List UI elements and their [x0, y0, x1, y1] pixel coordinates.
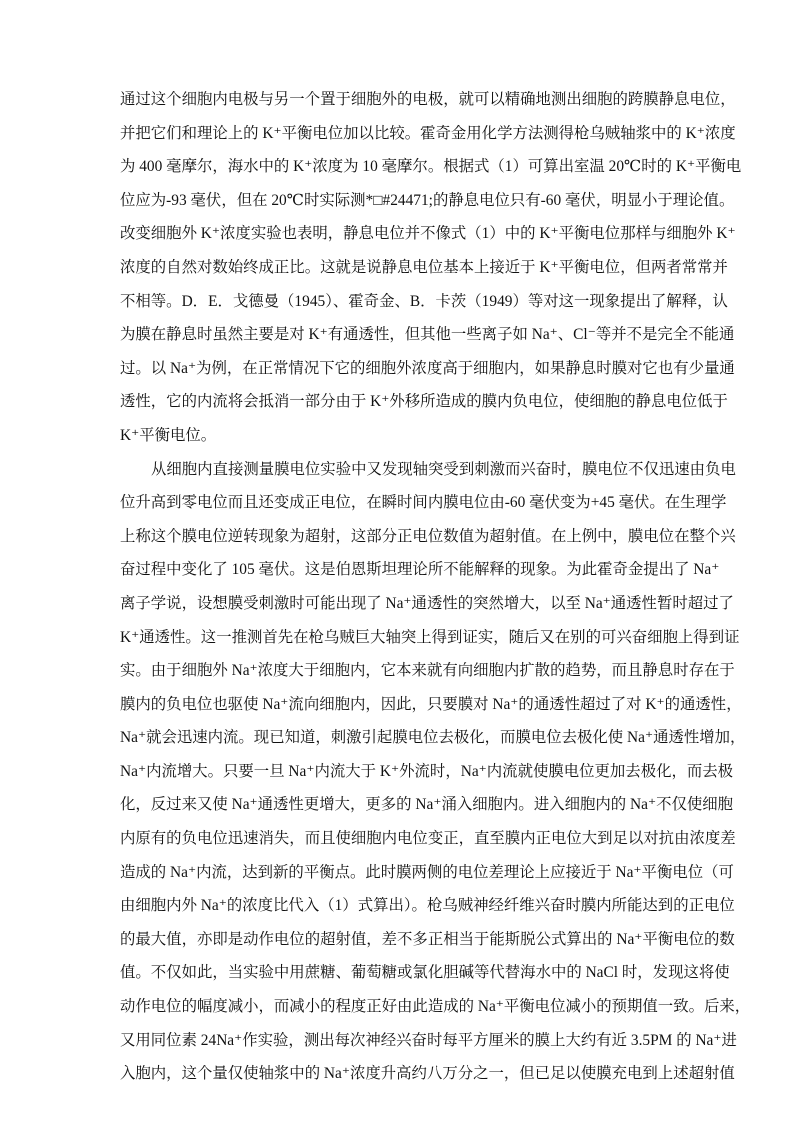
text-line: 并把它们和理论上的 K⁺平衡电位加以比较。霍奇金用化学方法测得枪乌贼轴浆中的 K⁺浓度	[120, 124, 736, 142]
text-line: 为 400 毫摩尔，海水中的 K⁺浓度为 10 毫摩尔。根据式（1）可算出室温 20℃时的 K⁺平衡电	[120, 158, 742, 176]
text-line: 奋过程中变化了 105 毫伏。这是伯恩斯坦理论所不能解释的现象。为此霍奇金提出了 Na⁺	[120, 561, 720, 579]
text-line: 浓度的自然对数始终成正比。这就是说静息电位基本上接近于 K⁺平衡电位，但两者常常并	[120, 258, 728, 276]
text-line: 位应为-93 毫伏，但在 20℃时实际测*□#24471;的静息电位只有-60 毫伏，明显小于理论值。	[120, 191, 735, 209]
text-line: 过。以 Na⁺为例，在正常情况下它的细胞外浓度高于细胞内，如果静息时膜对它也有少量通	[120, 359, 735, 377]
text-line: 上称这个膜电位逆转现象为超射，这部分正电位数值为超射值。在上例中，膜电位在整个兴	[120, 527, 736, 545]
text-line: 离子学说，设想膜受刺激时可能出现了 Na⁺通透性的突然增大，以至 Na⁺通透性暂时超过了	[120, 594, 734, 612]
text-line: K⁺平衡电位。	[120, 426, 217, 444]
text-line: 透性，它的内流将会抵消一部分由于 K⁺外移所造成的膜内负电位，使细胞的静息电位低于	[120, 393, 728, 411]
text-line: 值。不仅如此，当实验中用蔗糖、葡萄糖或氯化胆碱等代替海水中的 NaCl 时，发现这将使	[120, 964, 730, 982]
text-line: 位升高到零电位而且还变成正电位，在瞬时间内膜电位由-60 毫伏变为+45 毫伏。在生理学	[120, 494, 727, 512]
text-line: 化，反过来又使 Na⁺通透性更增大，更多的 Na⁺涌入细胞内。进入细胞内的 Na⁺不仅使细胞	[120, 796, 734, 814]
text-line: 动作电位的幅度减小，而减小的程度正好由此造成的 Na⁺平衡电位减小的预期值一致。后来，	[120, 998, 751, 1016]
text-line: Na⁺内流增大。只要一旦 Na⁺内流大于 K⁺外流时，Na⁺内流就使膜电位更加去极化，而去极	[120, 762, 734, 780]
text-line: 入胞内，这个量仅使轴浆中的 Na⁺浓度升高约八万分之一，但已足以使膜充电到上述超射值	[120, 1065, 735, 1083]
paragraph	[120, 453, 751, 1091]
text-line: 从细胞内直接测量膜电位实验中又发现轴突受到刺激而兴奋时，膜电位不仅迅速由负电	[151, 460, 736, 478]
text-line: 为膜在静息时虽然主要是对 K⁺有通透性，但其他一些离子如 Na⁺、Cl⁻等并不是完全不能通	[120, 326, 735, 344]
text-line: 膜内的负电位也驱使 Na⁺流向细胞内，因此，只要膜对 Na⁺的通透性超过了对 K⁺的通透性，	[120, 695, 742, 713]
text-line: 实。由于细胞外 Na⁺浓度大于细胞内，它本来就有向细胞内扩散的趋势，而且静息时存在于	[120, 662, 735, 680]
text-line: 不相等。D．E．戈德曼（1945）、霍奇金、B．卡茨（1949）等对这一现象提出了解释，认	[120, 292, 728, 310]
paragraph	[120, 83, 742, 453]
text-line: Na⁺就会迅速内流。现已知道，刺激引起膜电位去极化，而膜电位去极化使 Na⁺通透性增加，	[120, 729, 746, 747]
text-line: 又用同位素 24Na⁺作实验，测出每次神经兴奋时每平方厘米的膜上大约有近 3.5PM 的 Na⁺进	[120, 1031, 737, 1049]
text-line: 由细胞内外 Na⁺的浓度比代入（1）式算出）。枪乌贼神经纤维兴奋时膜内所能达到的正电位	[120, 897, 735, 915]
text-line: 通过这个细胞内电极与另一个置于细胞外的电极，就可以精确地测出细胞的跨膜静息电位，	[120, 91, 736, 108]
text-line: 的最大值，亦即是动作电位的超射值，差不多正相当于能斯脱公式算出的 Na⁺平衡电位的数	[120, 930, 735, 948]
text-line: 造成的 Na⁺内流，达到新的平衡点。此时膜两侧的电位差理论上应接近于 Na⁺平衡电位（可	[120, 863, 734, 881]
text-line: 内原有的负电位迅速消失，而且使细胞内电位变正，直至膜内正电位大到足以对抗由浓度差	[120, 830, 736, 848]
text-line: K⁺通透性。这一推测首先在枪乌贼巨大轴突上得到证实，随后又在别的可兴奋细胞上得到证	[120, 628, 740, 646]
text-line: 改变细胞外 K⁺浓度实验也表明，静息电位并不像式（1）中的 K⁺平衡电位那样与细胞外 K⁺	[120, 225, 736, 243]
document-page	[120, 83, 751, 1091]
